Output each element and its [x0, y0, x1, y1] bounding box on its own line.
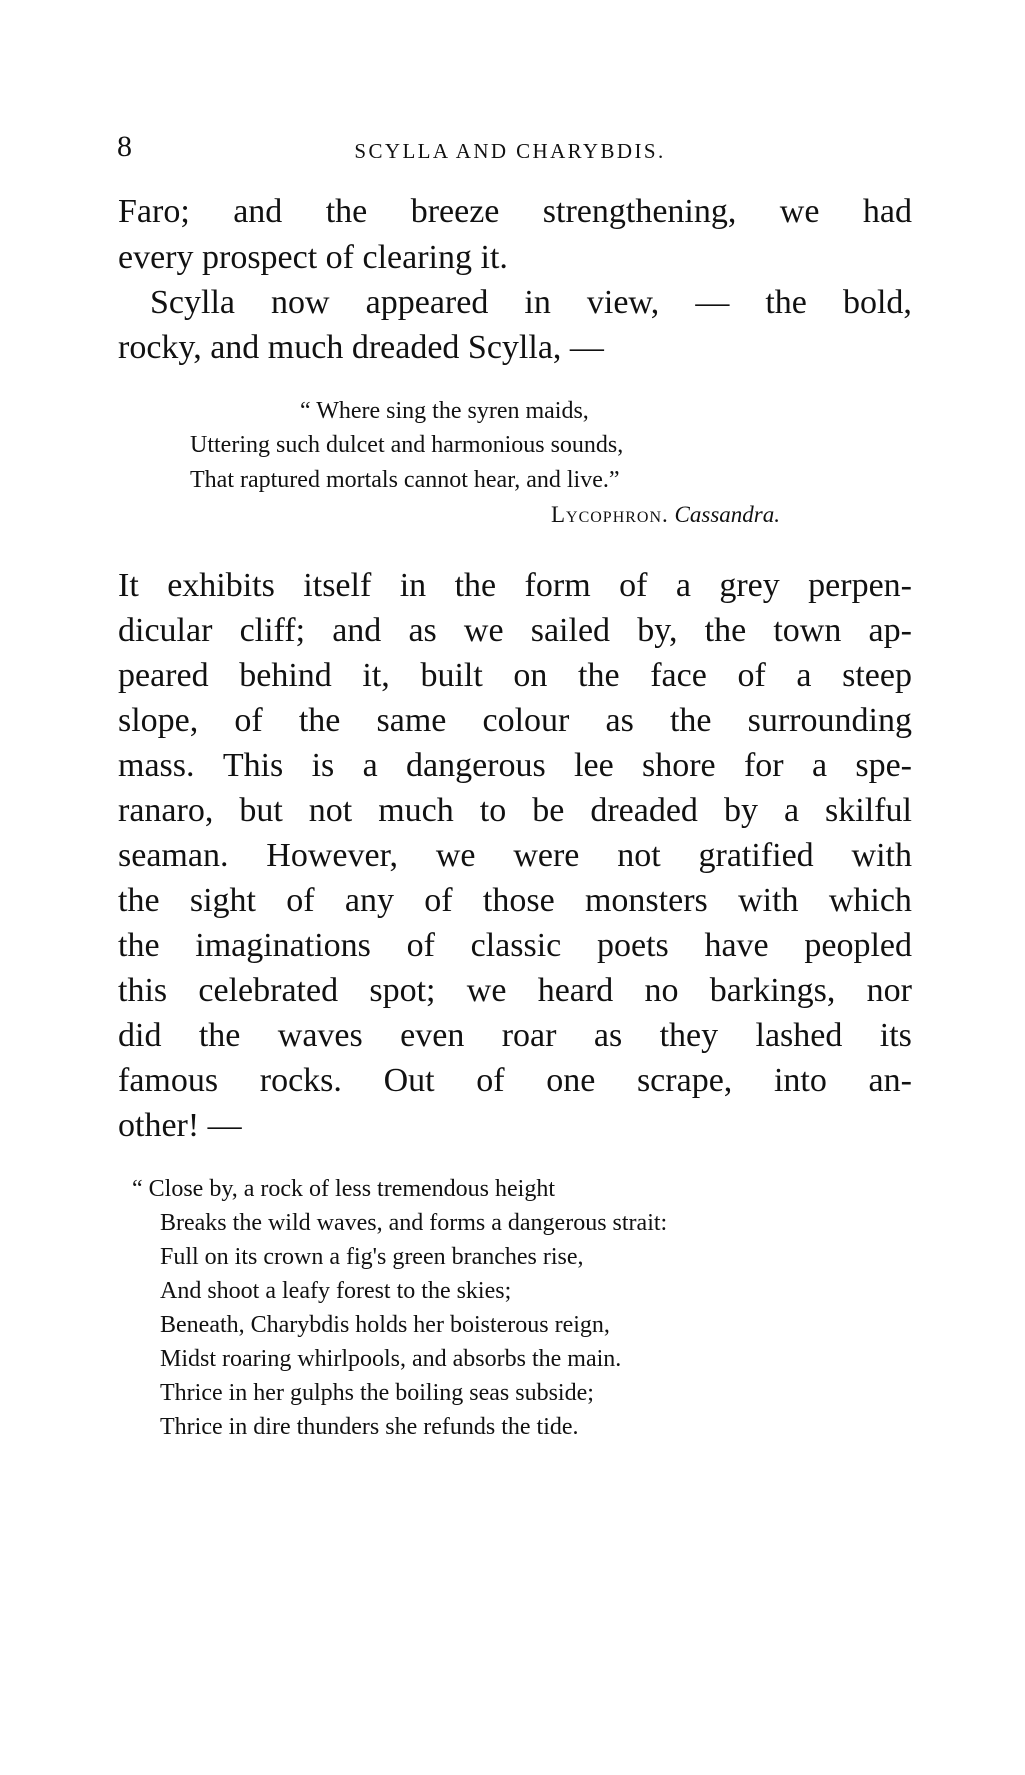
- word: which: [828, 882, 912, 919]
- word: as: [593, 1017, 623, 1054]
- verse-line: “ Close by, a rock of less tremendous height: [132, 1176, 556, 1202]
- word: a: [811, 747, 828, 784]
- word: a: [675, 567, 691, 604]
- text-line: [118, 971, 912, 1011]
- word: waves: [277, 1017, 363, 1054]
- text-line: every prospect of clearing it.: [118, 239, 508, 276]
- word: had: [862, 193, 912, 230]
- text-line: [118, 611, 912, 651]
- word: scrape,: [636, 1062, 733, 1099]
- text-line: [118, 791, 912, 831]
- word: view,: [586, 284, 660, 321]
- word: peopled: [804, 927, 912, 964]
- word: face: [650, 657, 707, 694]
- word: seaman.: [118, 837, 229, 874]
- text-line: [118, 656, 912, 696]
- word: steep: [842, 657, 912, 694]
- verse-line: “ Where sing the syren maids,: [300, 398, 589, 424]
- word: the: [198, 1017, 241, 1054]
- word: perpen-: [808, 567, 912, 604]
- word: dreaded: [590, 792, 698, 829]
- verse-line: Breaks the wild waves, and forms a dangerous strait:: [160, 1210, 668, 1236]
- word: an-: [868, 1062, 912, 1099]
- word: as: [408, 612, 437, 649]
- word: appeared: [365, 284, 489, 321]
- word: the: [118, 882, 160, 919]
- word: the: [765, 284, 807, 321]
- word: of: [424, 882, 453, 919]
- word: of: [476, 1062, 505, 1099]
- verse-line: That raptured mortals cannot hear, and live.”: [190, 467, 620, 493]
- word: on: [513, 657, 548, 694]
- word: of: [234, 702, 263, 739]
- word: This: [222, 747, 284, 784]
- verse-line: And shoot a leafy forest to the skies;: [160, 1278, 512, 1304]
- word: we: [435, 837, 476, 874]
- word: slope,: [118, 702, 199, 739]
- word: of: [406, 927, 435, 964]
- text-line: [118, 192, 912, 232]
- word: a: [796, 657, 812, 694]
- word: classic: [470, 927, 562, 964]
- word: famous: [118, 1062, 219, 1099]
- word: behind: [239, 657, 332, 694]
- word: mass.: [118, 747, 195, 784]
- word: we: [463, 612, 504, 649]
- word: by: [723, 792, 758, 829]
- word: form: [524, 567, 591, 604]
- word: the: [704, 612, 747, 649]
- word: no: [644, 972, 679, 1009]
- word: be: [532, 792, 565, 829]
- word: by,: [637, 612, 678, 649]
- citation-author: Lycophron.: [550, 502, 669, 527]
- word: the: [578, 657, 620, 694]
- word: grey: [719, 567, 780, 604]
- word: of: [737, 657, 766, 694]
- citation-work: Cassandra.: [674, 502, 780, 527]
- word: those: [482, 882, 555, 919]
- word: not: [617, 837, 661, 874]
- text-line: [118, 566, 912, 606]
- text-line: [118, 746, 912, 786]
- word: did: [118, 1017, 162, 1054]
- word: bold,: [842, 284, 912, 321]
- word: they: [659, 1017, 719, 1054]
- word: itself: [303, 567, 372, 604]
- word: in: [524, 284, 551, 321]
- word: this: [118, 972, 168, 1009]
- word: strengthening,: [542, 193, 737, 230]
- verse-line: Thrice in her gulphs the boiling seas subside;: [160, 1380, 594, 1406]
- word: sight: [189, 882, 256, 919]
- text-line: other! —: [118, 1107, 242, 1144]
- word: imaginations: [195, 927, 371, 964]
- word: a: [783, 792, 800, 829]
- word: its: [879, 1017, 912, 1054]
- word: we: [466, 972, 507, 1009]
- word: barkings,: [709, 972, 836, 1009]
- word: lashed: [755, 1017, 843, 1054]
- word: celebrated: [198, 972, 339, 1009]
- text-line: [118, 836, 912, 876]
- word: surrounding: [747, 702, 912, 739]
- word: into: [773, 1062, 827, 1099]
- text-line: [150, 283, 912, 323]
- word: rocks.: [259, 1062, 342, 1099]
- word: town: [773, 612, 842, 649]
- word: ranaro,: [118, 792, 214, 829]
- word: with: [738, 882, 799, 919]
- text-line: [118, 701, 912, 741]
- verse-line: Beneath, Charybdis holds her boisterous reign,: [160, 1312, 610, 1338]
- word: peared: [118, 657, 209, 694]
- word: built: [420, 657, 483, 694]
- verse-line: Midst roaring whirlpools, and absorbs the main.: [160, 1346, 622, 1372]
- word: in: [399, 567, 427, 604]
- word: Faro;: [118, 193, 190, 230]
- word: colour: [482, 702, 570, 739]
- verse-line: Full on its crown a fig's green branches rise,: [160, 1244, 584, 1270]
- word: but: [239, 792, 283, 829]
- word: is: [311, 747, 335, 784]
- word: the: [325, 193, 368, 230]
- word: exhibits: [167, 567, 275, 604]
- word: have: [704, 927, 769, 964]
- word: the: [669, 702, 712, 739]
- text-line: [118, 1016, 912, 1056]
- word: not: [308, 792, 353, 829]
- word: heard: [537, 972, 614, 1009]
- word: with: [851, 837, 912, 874]
- word: ap-: [868, 612, 912, 649]
- word: the: [118, 927, 160, 964]
- word: any: [344, 882, 394, 919]
- text-line: [118, 926, 912, 966]
- word: spe-: [855, 747, 912, 784]
- word: It: [118, 567, 139, 604]
- word: poets: [596, 927, 669, 964]
- text-line: rocky, and much dreaded Scylla, —: [118, 329, 604, 366]
- word: even: [400, 1017, 465, 1054]
- page-number: 8: [117, 130, 132, 163]
- word: dangerous: [405, 747, 546, 784]
- word: Scylla: [150, 284, 235, 321]
- word: roar: [501, 1017, 557, 1054]
- word: lee: [574, 747, 614, 784]
- word: the: [454, 567, 497, 604]
- verse-line: Thrice in dire thunders she refunds the tide.: [160, 1414, 579, 1440]
- word: —: [695, 284, 730, 321]
- quote-citation: [551, 500, 780, 530]
- verse-line: Uttering such dulcet and harmonious sounds,: [190, 432, 624, 458]
- word: and: [332, 612, 382, 649]
- text-line: [118, 1061, 912, 1101]
- word: sailed: [530, 612, 611, 649]
- word: the: [298, 702, 341, 739]
- word: skilful: [825, 792, 912, 829]
- word: a: [362, 747, 378, 784]
- word: were: [513, 837, 580, 874]
- word: of: [286, 882, 315, 919]
- word: now: [271, 284, 330, 321]
- word: breeze: [410, 193, 500, 230]
- word: to: [479, 792, 507, 829]
- word: much: [378, 792, 454, 829]
- word: monsters: [584, 882, 708, 919]
- word: dicular: [118, 612, 213, 649]
- word: of: [619, 567, 648, 604]
- word: nor: [866, 972, 912, 1009]
- word: cliff;: [239, 612, 306, 649]
- word: However,: [266, 837, 399, 874]
- word: same: [376, 702, 447, 739]
- word: gratified: [698, 837, 814, 874]
- word: Out: [383, 1062, 435, 1099]
- word: one: [546, 1062, 596, 1099]
- word: shore: [642, 747, 716, 784]
- word: we: [779, 193, 820, 230]
- word: spot;: [369, 972, 436, 1009]
- word: as: [605, 702, 634, 739]
- word: for: [743, 747, 784, 784]
- word: it,: [362, 657, 390, 694]
- text-line: [118, 881, 912, 921]
- running-title: SCYLLA AND CHARYBDIS.: [354, 139, 666, 163]
- word: and: [233, 193, 283, 230]
